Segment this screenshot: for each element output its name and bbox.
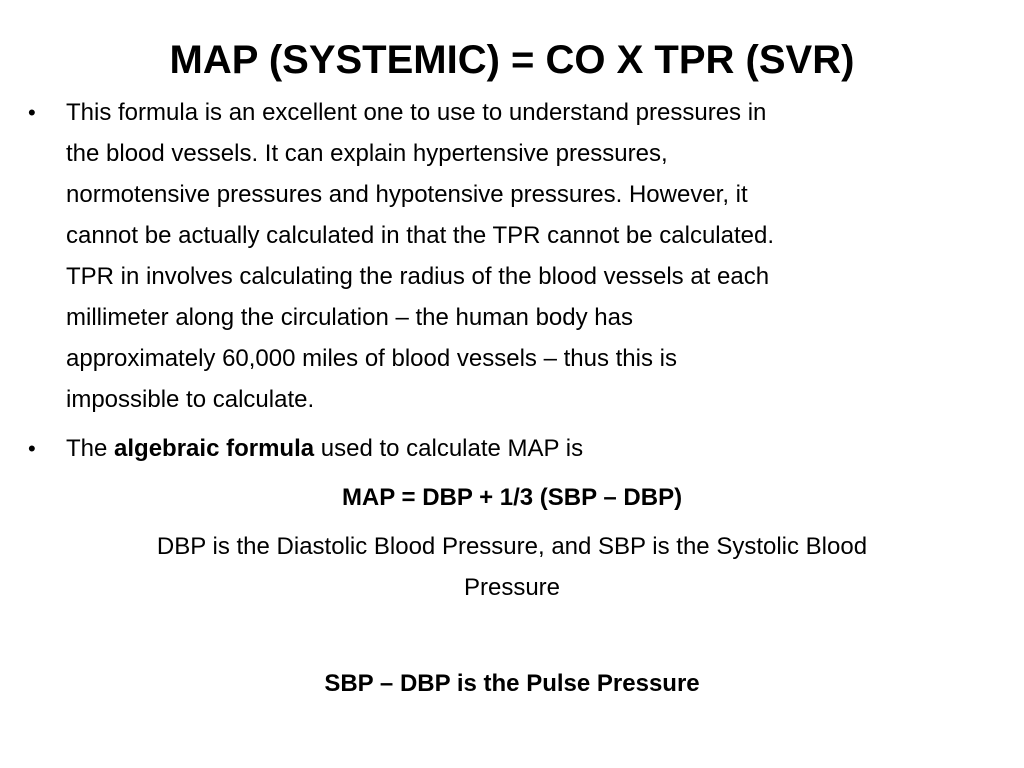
- bullet-icon: •: [28, 100, 36, 125]
- map-formula: MAP = DBP + 1/3 (SBP – DBP): [341, 484, 683, 511]
- text-line: millimeter along the circulation – the human body has: [66, 304, 633, 331]
- text-line: normotensive pressures and hypotensive pressures. However, it: [66, 181, 748, 208]
- slide-content: [28, 92, 996, 704]
- blood-pressure-definition: [28, 526, 996, 608]
- bold-term: algebraic formula: [114, 435, 315, 462]
- definition-line: DBP is the Diastolic Blood Pressure, and SBP is the Systolic Blood: [156, 533, 868, 560]
- text-line: TPR in involves calculating the radius of the blood vessels at each: [66, 263, 770, 290]
- pulse-pressure-statement: SBP – DBP is the Pulse Pressure: [324, 670, 700, 697]
- text-line: cannot be actually calculated in that the TPR cannot be calculated.: [66, 222, 775, 249]
- text-line: the blood vessels. It can explain hypertensive pressures,: [66, 140, 668, 167]
- slide-title: MAP (SYSTEMIC) = CO X TPR (SVR): [169, 38, 855, 82]
- text-line: impossible to calculate.: [66, 386, 315, 413]
- bullet-text: [66, 428, 996, 469]
- bullet-point-algebraic-formula: [28, 428, 996, 469]
- text-prefix: The: [66, 435, 115, 462]
- bullet-text: [66, 92, 996, 420]
- bullet-point-formula-explanation: [28, 92, 996, 420]
- text-line: This formula is an excellent one to use to understand pressures in: [66, 99, 767, 126]
- bullet-icon: •: [28, 436, 36, 461]
- text-line: approximately 60,000 miles of blood vessels – thus this is: [66, 345, 677, 372]
- text-suffix: used to calculate MAP is: [314, 435, 584, 462]
- definition-line: Pressure: [463, 574, 561, 601]
